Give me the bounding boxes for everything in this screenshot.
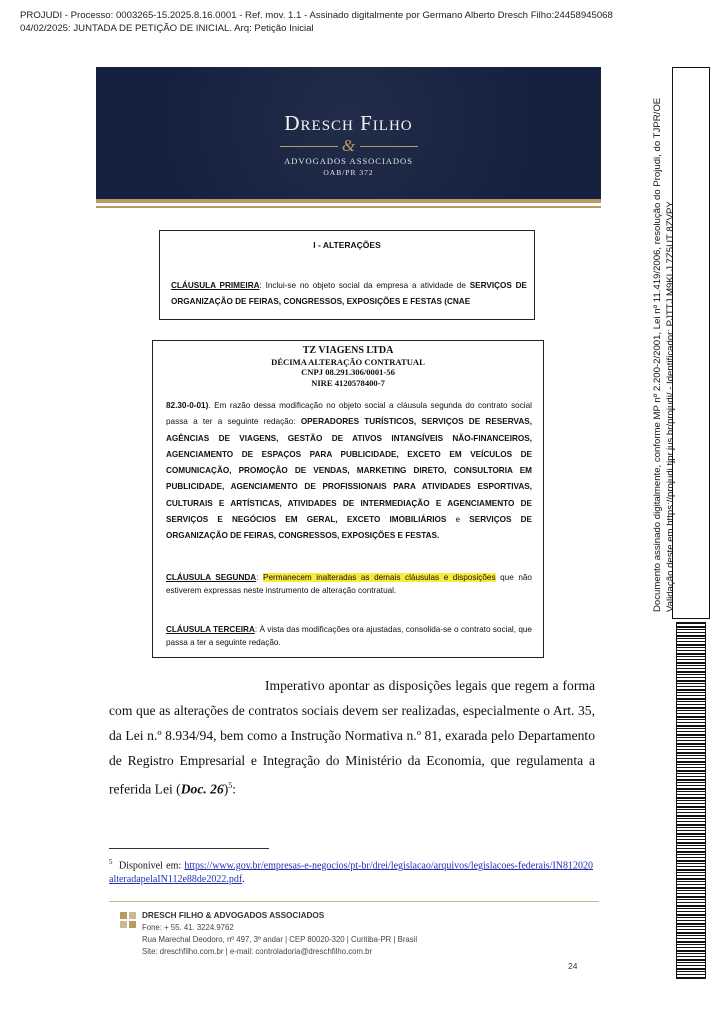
clause-segunda-label: CLÁUSULA SEGUNDA — [166, 573, 257, 582]
excerpt-header — [153, 346, 543, 388]
footnote — [109, 855, 593, 887]
firm-logo-oab: OAB/PR 372 — [323, 168, 374, 177]
clause-text-bold: SERVIÇOS DE ORGANIZAÇÃO DE FEIRAS, CONGRESSOS, EXPOSIÇÕES E FESTAS (CNAE — [171, 281, 527, 306]
footnote-mark[interactable]: 5 — [228, 781, 233, 790]
body-paragraph-end: : — [232, 781, 237, 797]
letterhead-gold-rule-thin — [96, 206, 601, 208]
object-clause-bold-2: SERVIÇOS DE ORGANIZAÇÃO DE FEIRAS, CONGRESSOS, EXPOSIÇÕES E FESTAS. — [166, 515, 532, 541]
footer-firm-name: DRESCH FILHO & ADVOGADOS ASSOCIADOS — [142, 911, 325, 920]
cnae-code: 82.30-0-01) — [166, 401, 209, 410]
footnote-label: Disponível em: — [119, 860, 185, 872]
company-name: TZ VIAGENS LTDA — [302, 345, 394, 356]
highlighted-text: Permanecem inalteradas as demais cláusulas e disposições — [263, 573, 496, 582]
footer-contact: Site: dreschfilho.com.br | e-mail: controladoria@dreschfilho.com.br — [142, 947, 373, 956]
logo-ornament-right — [360, 146, 418, 147]
footnote-number: 5 — [109, 858, 113, 866]
signature-stamp-box — [672, 67, 710, 619]
footer-phone: Fone: + 55. 41. 3224.9762 — [142, 923, 234, 932]
signature-stamp — [651, 72, 677, 612]
company-nire: NIRE 4120578400-7 — [311, 377, 385, 388]
clause-terceira-text: : À vista das modificações ora ajustadas, consolida-se o contrato social, que passa a ter a seguinte redação. — [166, 625, 532, 647]
footnote-end: . — [242, 874, 245, 886]
document-reference: Doc. 26 — [180, 781, 224, 797]
clause-segunda-text: que não estiverem expressas neste instrumento de alteração contratual. — [166, 573, 532, 595]
excerpt-title: I - ALTERAÇÕES — [313, 240, 381, 250]
firm-squares-icon — [120, 912, 138, 930]
contract-excerpt-decima-alteracao — [152, 340, 544, 658]
validation-barcode — [676, 622, 706, 979]
footer-address: Rua Marechal Deodoro, nº 497, 3º andar | CEP 80020-320 | Curitiba-PR | Brasil — [142, 935, 418, 944]
object-clause-paragraph — [166, 398, 532, 545]
system-header-line-2: 04/02/2025: JUNTADA DE PETIÇÃO DE INICIAL. Arq: Petição Inicial — [20, 23, 314, 34]
clause-text: : Inclui-se no objeto social da empresa a atividade de — [259, 281, 470, 290]
object-clause-bold: OPERADORES TURÍSTICOS, SERVIÇOS DE RESERVAS, AGÊNCIAS DE VIAGENS, GESTÃO DE ATIVOS INTANGÍVEIS NÃO-FINANCEIROS, AGENCIAMENTO DE ESPAÇOS PARA PUBLICIDADE, EXCETO EM VEÍCULOS DE COMUNICAÇÃO, PROMOÇÃO DE VENDAS, MARKETING DIRETO, CONSULTORIA EM PUBLICIDADE, AGENCIAMENTO DE PROFISSIONAIS PARA ATIVIDADES ESPORTIVAS, CULTURAIS E ARTÍSTICAS, ATIVIDADES DE INTERMEDIAÇÃO E AGENCIAMENTO DE SERVIÇOS E NEGÓCIOS EM GERAL, EXCETO IMOBILIÁRIOS — [166, 417, 532, 525]
signature-stamp-line-1: Documento assinado digitalmente, conforme MP nº 2.200-2/2001, Lei nº 11.419/2006, resolução do Projudi, do TJPR/OE — [652, 97, 663, 612]
body-paragraph — [109, 673, 595, 802]
signature-stamp-line-2: Validação deste em https://projudi.tjpr.jus.br/projudi/ - Identificador: PJTTJ M9KLJ 7Z5UT 8ZVPY — [665, 201, 676, 612]
firm-logo-subtitle: ADVOGADOS ASSOCIADOS — [284, 156, 413, 166]
contract-excerpt-alteracoes — [159, 230, 535, 320]
firm-logo-name: Dresch Filho — [284, 111, 413, 135]
document-title: DÉCIMA ALTERAÇÃO CONTRATUAL — [271, 356, 425, 367]
footnote-link[interactable]: https://www.gov.br/empresas-e-negocios/pt-br/drei/legislacao/arquivos/legislacoes-federais/IN812020alteradapelaIN112e88de2022.pdf — [109, 860, 593, 886]
clause-label: CLÁUSULA PRIMEIRA — [171, 281, 260, 290]
object-clause-and: e — [446, 515, 470, 525]
object-clause-text: . Em razão dessa modificação no objeto social a cláusula segunda do contrato social passa a ter a seguinte redação: — [166, 401, 532, 427]
clause-terceira — [166, 623, 532, 649]
letterhead-gold-rule — [96, 199, 601, 203]
firm-logo-ampersand: & — [341, 136, 356, 155]
clause-segunda-colon: : — [256, 573, 264, 582]
footer-rule — [109, 901, 599, 902]
footnote-rule — [109, 848, 269, 849]
clause-primeira — [171, 278, 527, 310]
system-header-line-1: PROJUDI - Processo: 0003265-15.2025.8.16.0001 - Ref. mov. 1.1 - Assinado digitalmente por Germano Alberto Dresch Filho:24458945068 — [20, 10, 613, 21]
clause-terceira-label: CLÁUSULA TERCEIRA — [166, 625, 255, 634]
page-number: 24 — [568, 961, 578, 971]
company-cnpj: CNPJ 08.291.306/0001-56 — [301, 367, 395, 377]
clause-segunda — [166, 571, 532, 597]
body-paragraph-close: ) — [223, 781, 229, 797]
body-paragraph-text: Imperativo apontar as disposições legais que regem a forma com que as alterações de contratos sociais devem ser realizadas, especialmente o Art. 35, da Lei n.º 8.934/94, bem como a Instrução Normativa n.º 81, exarada pelo Departamento de Registro Empresarial e Integração do Ministério da Economia, que regulamenta a referida Lei ( — [109, 678, 595, 797]
